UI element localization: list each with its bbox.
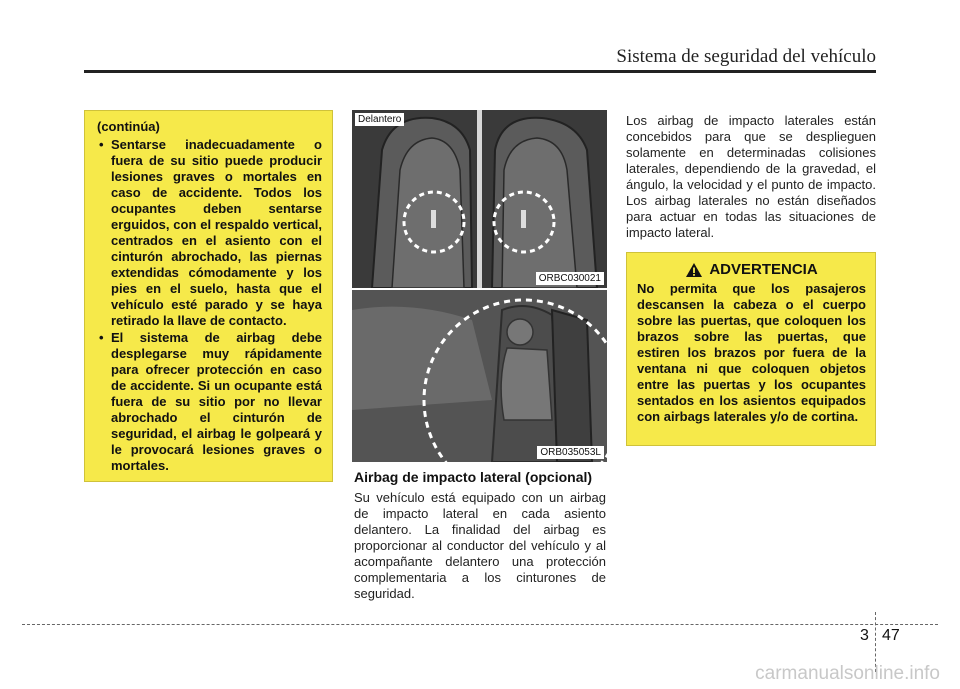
figure-code: ORB035053L	[537, 446, 604, 459]
page-header-title: Sistema de seguridad del vehículo	[616, 46, 876, 67]
figure-label-front: Delantero	[355, 113, 404, 126]
watermark-text: carmanualsonline.info	[755, 663, 940, 684]
warning-box-continued	[84, 110, 333, 482]
seat-backs-illustration	[352, 110, 607, 288]
figure-seats-side-airbag	[352, 110, 607, 288]
warning-bullet: • Sentarse inadecuadamente o fuera de su sitio puede producir lesiones graves o mortales en caso de accidente. Todos los ocupantes deben sentarse erguidos, con el respaldo vertical, centrados en el asiento con el cinturón abrochado, las piernas extendidas cómodamente y los pies en el suelo, hasta que el vehículo esté parado y se haya retirado la llave de contacto.	[97, 137, 322, 329]
warning-bullet: • El sistema de airbag debe desplegarse muy rápidamente para ofrecer protección en caso de accidente. Si un ocupante está fuera de su sitio por no llevar abrochado el cinturón de seguridad, el airbag le golpeará y le provocará lesiones graves o mortales.	[97, 330, 322, 474]
footer-rule	[22, 624, 938, 625]
right-column-body: Los airbag de impacto laterales están concebidos para que se desplieguen solamente en determinadas colisiones laterales, dependiendo de la gravedad, el ángulo, la velocidad y el punto de impacto. Los airbag laterales no están diseñados para actuar en todas las situaciones de impacto lateral.	[626, 113, 876, 240]
header-rule	[84, 70, 876, 73]
warning-box	[626, 252, 876, 446]
section-body: Su vehículo está equipado con un airbag de impacto lateral en cada asiento delantero. La finalidad del airbag es proporcionar al conductor del vehículo y al acompañante delantero una protección complementaria a los cinturones de seguridad.	[354, 490, 606, 601]
warning-text: No permita que los pasajeros descansen la cabeza o el cuerpo sobre las puertas, que coloquen los brazos sobre las puertas, que estiren los brazos por fuera de la ventana ni que coloquen objetos entre las puertas y los ocupantes sentados en los asientos equipados con airbags laterales y/o de cortina.	[637, 281, 866, 424]
figure-occupant-airbag	[352, 290, 607, 462]
warning-continuation: (continúa)	[97, 119, 160, 134]
page-number: 47	[882, 627, 900, 644]
section-heading: Airbag de impacto lateral (opcional)	[354, 469, 593, 485]
figure-code: ORBC030021	[536, 272, 604, 285]
occupant-illustration	[352, 290, 607, 462]
warning-triangle-icon	[685, 262, 703, 278]
warning-title: ADVERTENCIA	[709, 261, 818, 278]
chapter-number: 3	[860, 627, 869, 644]
